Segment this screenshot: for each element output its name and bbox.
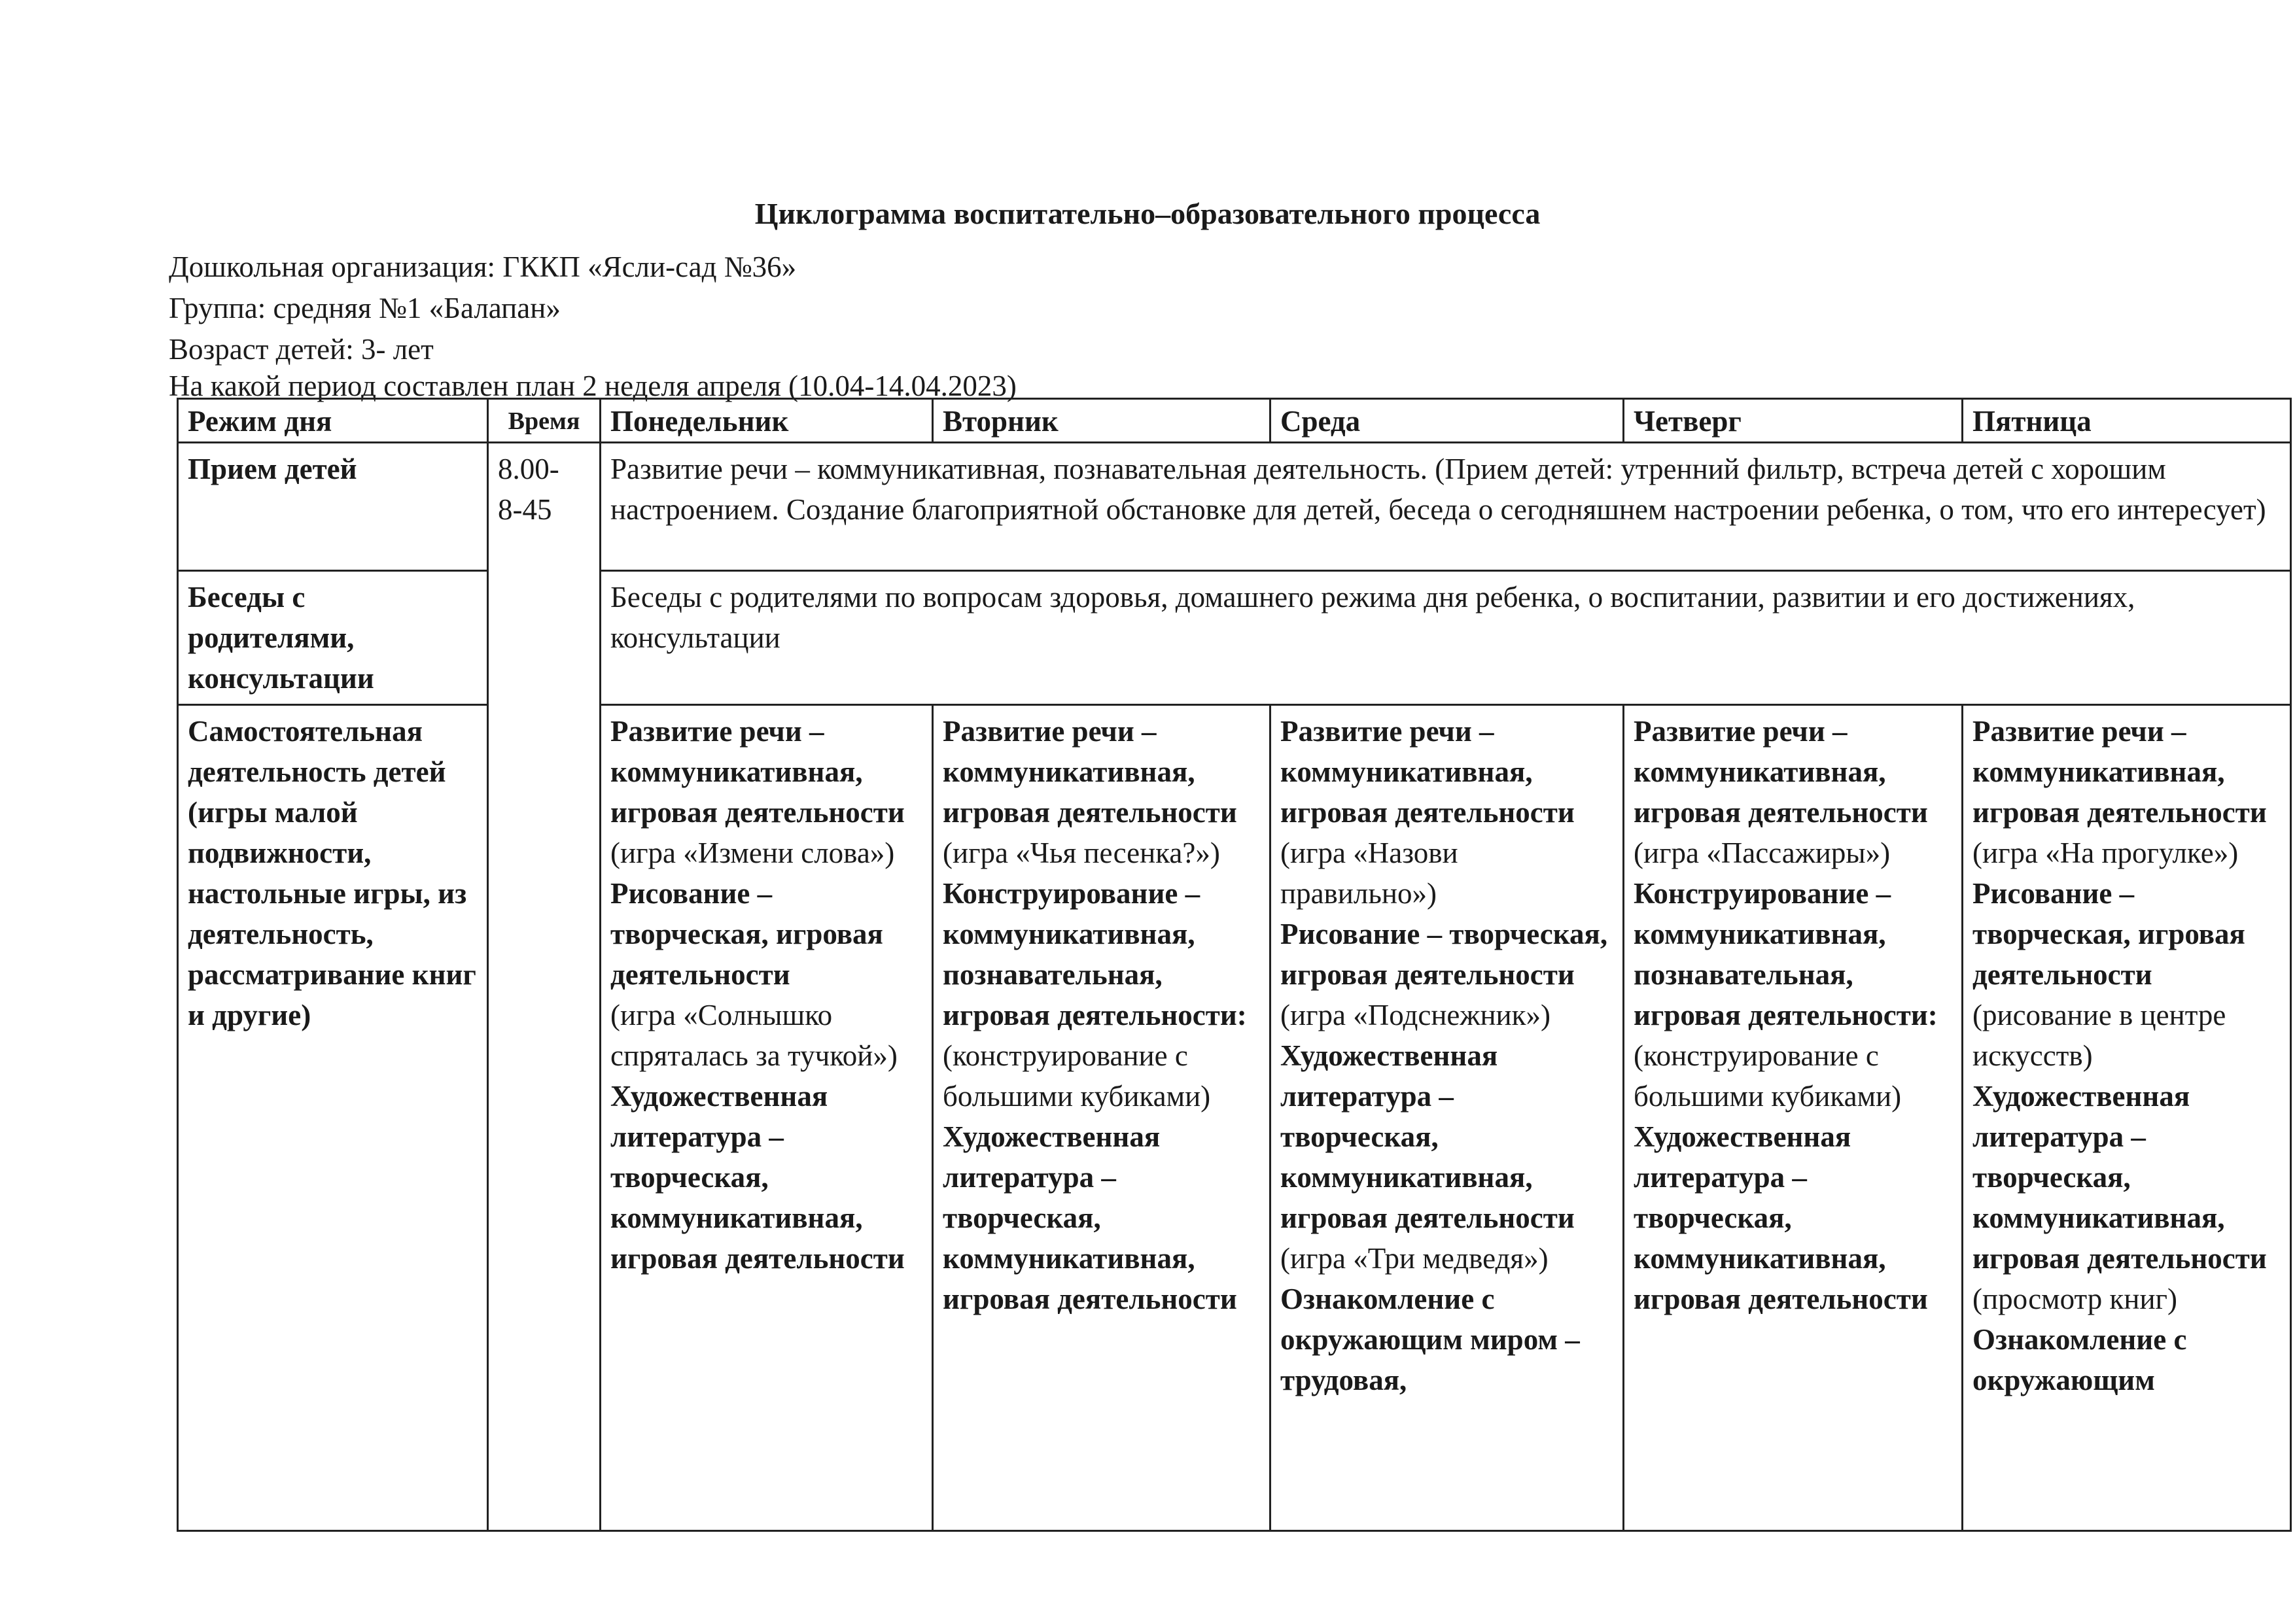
reception-text: Развитие речи – коммуникативная, познавательная деятельность. (Прием детей: утренний фильтр, встреча детей с хорошим настроением. Создание благоприятной обстановке для детей, беседа о сегодняшнем настроении ребенка, о том, что его интересует) [601, 443, 2291, 571]
group-line: Группа: средняя №1 «Балапан» [169, 292, 561, 324]
friday-speech-game: (игра «На прогулке») [1972, 837, 2239, 869]
monday-drawing-game: (игра «Солнышко спряталась за тучкой») [610, 999, 898, 1072]
friday-literature-title: Художественная литература – творческая, коммуникативная, игровая деятельности [1972, 1080, 2267, 1275]
schedule-table [177, 398, 2292, 1532]
organization-line: Дошкольная организация: ГККП «Ясли-сад №36» [169, 251, 797, 283]
wednesday-literature-game: (игра «Три медведя») [1280, 1242, 1549, 1275]
document-title: Циклограмма воспитательно–образовательного процесса [754, 197, 1541, 230]
header-monday: Понедельник [601, 399, 933, 443]
header-row [178, 399, 2291, 443]
header-time: Время [488, 399, 601, 443]
monday-speech-title: Развитие речи – коммуникативная, игровая деятельности [610, 715, 905, 829]
independent-label: Самостоятельная деятельность детей (игры малой подвижности, настольные игры, из деятельность, рассматривание книг и другие) [178, 705, 488, 1531]
friday-cell [1963, 705, 2291, 1531]
thursday-literature-title: Художественная литература – творческая, коммуникативная, игровая деятельности [1634, 1120, 1928, 1315]
wednesday-drawing-game: (игра «Подснежник») [1280, 999, 1550, 1031]
wednesday-literature-title: Художественная литература – творческая, коммуникативная, игровая деятельности [1280, 1039, 1575, 1234]
tuesday-construction-activity: (конструирование с большими кубиками) [943, 1039, 1211, 1113]
parents-text: Беседы с родителями по вопросам здоровья, домашнего режима дня ребенка, о воспитании, развитии и его достижениях, консультации [601, 571, 2291, 705]
wednesday-speech-title: Развитие речи – коммуникативная, игровая деятельности [1280, 715, 1575, 829]
tuesday-speech-title: Развитие речи – коммуникативная, игровая деятельности [943, 715, 1237, 829]
header-mode: Режим дня [178, 399, 488, 443]
age-line: Возраст детей: 3- лет [169, 333, 434, 366]
header-thursday: Четверг [1624, 399, 1963, 443]
thursday-construction-activity: (конструирование с большими кубиками) [1634, 1039, 1902, 1113]
thursday-construction-title: Конструирование – коммуникативная, познавательная, игровая деятельности: [1634, 877, 1938, 1031]
thursday-speech-game: (игра «Пассажиры») [1634, 837, 1891, 869]
reception-row [178, 443, 2291, 571]
monday-cell [601, 705, 933, 1531]
tuesday-construction-title: Конструирование – коммуникативная, познавательная, игровая деятельности: [943, 877, 1247, 1031]
tuesday-speech-game: (игра «Чья песенка?») [943, 837, 1220, 869]
period-line: На какой период составлен план 2 неделя апреля (10.04-14.04.2023) [169, 370, 1017, 402]
friday-drawing-activity: (рисование в центре искусств) [1972, 999, 2226, 1072]
time-cell: 8.00- 8-45 [488, 443, 601, 1531]
friday-speech-title: Развитие речи – коммуникативная, игровая деятельности [1972, 715, 2267, 829]
friday-world-title: Ознакомление с окружающим [1972, 1323, 2187, 1396]
wednesday-world-title: Ознакомление с окружающим миром – трудовая, [1280, 1283, 1580, 1396]
monday-literature-title: Художественная литература – творческая, коммуникативная, игровая деятельности [610, 1080, 905, 1275]
header-tuesday: Вторник [933, 399, 1270, 443]
friday-literature-activity: (просмотр книг) [1972, 1283, 2177, 1315]
tuesday-literature-title: Художественная литература – творческая, коммуникативная, игровая деятельности [943, 1120, 1237, 1315]
reception-label: Прием детей [178, 443, 488, 571]
friday-drawing-title: Рисование – творческая, игровая деятельности [1972, 877, 2245, 991]
header-wednesday: Среда [1270, 399, 1624, 443]
parents-label: Беседы с родителями, консультации [178, 571, 488, 705]
thursday-speech-title: Развитие речи – коммуникативная, игровая деятельности [1634, 715, 1928, 829]
monday-drawing-title: Рисование – творческая, игровая деятельности [610, 877, 883, 991]
wednesday-drawing-title: Рисование – творческая, игровая деятельности [1280, 918, 1608, 991]
wednesday-cell [1270, 705, 1624, 1531]
wednesday-speech-game: (игра «Назови правильно») [1280, 837, 1458, 910]
tuesday-cell [933, 705, 1270, 1531]
thursday-cell [1624, 705, 1963, 1531]
header-friday: Пятница [1963, 399, 2291, 443]
monday-speech-game: (игра «Измени слова») [610, 837, 895, 869]
